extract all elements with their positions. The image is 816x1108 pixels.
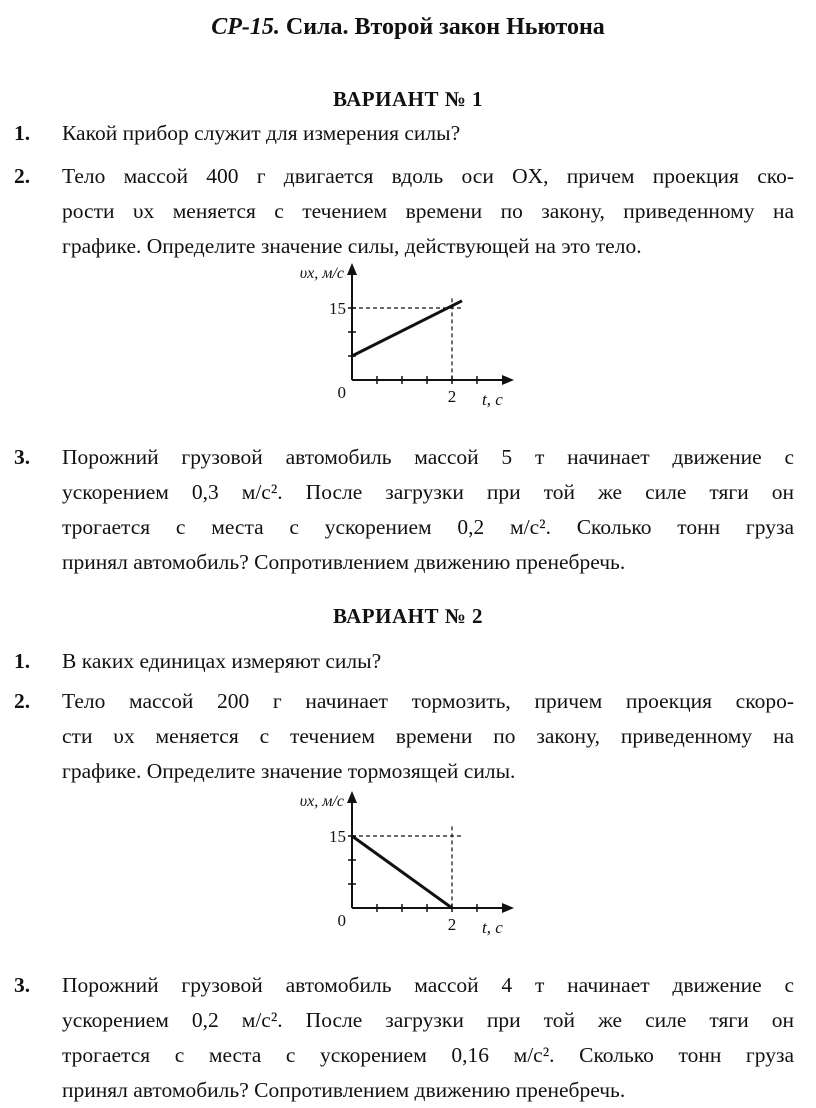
- x-tick-label: 2: [447, 387, 457, 406]
- variant-2-heading: ВАРИАНТ № 2: [332, 604, 484, 628]
- variant-2-question-3: [14, 968, 794, 1108]
- variant-1-velocity-graph: [300, 258, 540, 428]
- title-text: Сила. Второй закон Ньютона: [285, 14, 605, 40]
- variant-1-heading: ВАРИАНТ № 1: [332, 87, 484, 111]
- question-line: сти υx меняется с течением времени по закону, приведенному на: [62, 724, 794, 748]
- question-line: принял автомобиль? Сопротивлением движению пренебречь.: [62, 550, 626, 574]
- y-axis-label: υx, м/с: [299, 793, 344, 810]
- question-number: 1.: [14, 649, 31, 673]
- y-axis-arrow: [347, 263, 357, 275]
- question-line: ускорением 0,2 м/с². После загрузки при той же силе тяги он: [62, 1008, 794, 1032]
- question-line: ускорением 0,3 м/с². После загрузки при той же силе тяги он: [62, 480, 794, 504]
- variant-1-question-3: [14, 440, 794, 580]
- x-axis-arrow: [502, 903, 514, 913]
- question-line: Какой прибор служит для измерения силы?: [62, 121, 461, 145]
- variant-1-question-1: [14, 116, 794, 151]
- question-number: 1.: [14, 121, 31, 145]
- question-number: 2.: [14, 164, 31, 188]
- question-line: Тело массой 400 г двигается вдоль оси OX, причем проекция ско-: [62, 164, 794, 188]
- question-line: трогается с места с ускорением 0,2 м/с². Сколько тонн груза: [62, 515, 794, 539]
- question-line: трогается с места с ускорением 0,16 м/с². Сколько тонн груза: [62, 1043, 794, 1067]
- question-number: 2.: [14, 689, 31, 713]
- x-axis-label: t, с: [482, 390, 503, 409]
- x-axis-label: t, с: [482, 918, 503, 937]
- question-line: графике. Определите значение тормозящей силы.: [62, 759, 516, 783]
- velocity-time-graph-1: [300, 258, 540, 428]
- y-tick-label: 15: [329, 827, 346, 846]
- question-line: графике. Определите значение силы, действующей на это тело.: [62, 234, 642, 258]
- variant-2-question-2: [14, 684, 794, 789]
- variant-2-question-1: [14, 644, 794, 679]
- y-tick-label: 15: [329, 299, 346, 318]
- velocity-time-graph-2: [300, 786, 540, 956]
- question-line: Порожний грузовой автомобиль массой 4 т начинает движение с: [62, 973, 794, 997]
- question-line: Тело массой 200 г начинает тормозить, причем проекция скоро-: [62, 689, 794, 713]
- question-number: 3.: [14, 973, 31, 997]
- question-line: Порожний грузовой автомобиль массой 5 т начинает движение с: [62, 445, 794, 469]
- x-tick-label: 2: [447, 915, 457, 934]
- series-number: СР-15.: [211, 14, 280, 40]
- y-axis-label: υx, м/с: [299, 265, 344, 282]
- velocity-line: [352, 301, 462, 356]
- question-line: В каких единицах измеряют силы?: [62, 649, 382, 673]
- velocity-line: [352, 836, 452, 908]
- origin-label: 0: [337, 383, 346, 402]
- question-line: рости υx меняется с течением времени по закону, приведенному на: [62, 199, 794, 223]
- question-number: 3.: [14, 445, 31, 469]
- variant-2-velocity-graph: [300, 786, 540, 956]
- x-axis-arrow: [502, 375, 514, 385]
- question-line: принял автомобиль? Сопротивлением движению пренебречь.: [62, 1078, 626, 1102]
- origin-label: 0: [337, 911, 346, 930]
- y-axis-arrow: [347, 791, 357, 803]
- page-title: [0, 14, 816, 41]
- variant-1-question-2: [14, 159, 794, 264]
